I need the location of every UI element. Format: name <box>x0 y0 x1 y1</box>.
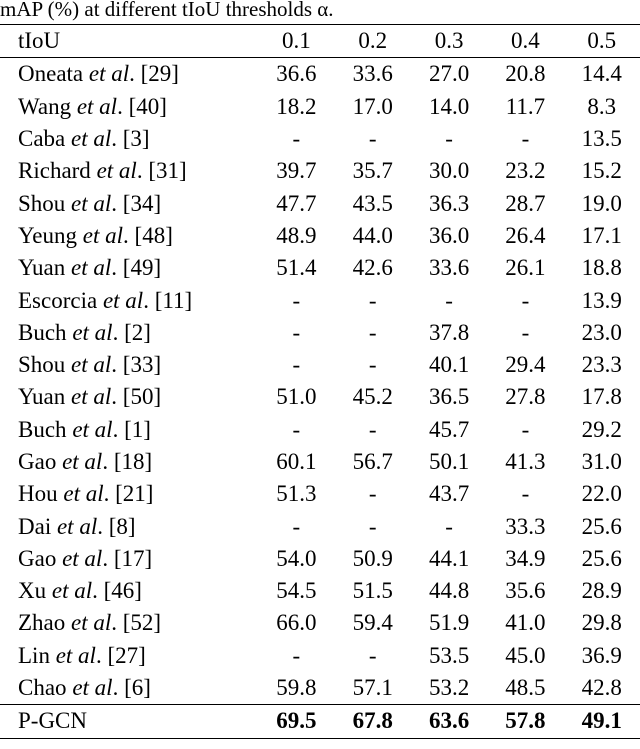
value-cell: - <box>521 126 530 152</box>
value-cell: - <box>445 513 453 539</box>
citation-ref: [8] <box>108 513 136 539</box>
value-cell: 13.9 <box>581 287 622 313</box>
table-row <box>0 414 640 446</box>
method-cell: Oneata et al. [29] <box>18 61 179 87</box>
value-cell: 54.0 <box>276 545 317 571</box>
method-cell: Gao et al. [18] <box>18 449 153 474</box>
value-cell: 26.1 <box>505 255 546 281</box>
header-tiou: tIoU <box>18 28 61 54</box>
value-cell: 22.0 <box>581 481 622 507</box>
method-cell: Buch et al. [2] <box>18 319 151 345</box>
et-al: et al <box>62 449 103 474</box>
table-caption: mAP (%) at different tIoU thresholds α. <box>0 0 334 21</box>
table-row <box>0 672 640 705</box>
et-al: et al <box>96 158 137 184</box>
value-cell: 13.5 <box>581 126 622 152</box>
value-cell: 31.0 <box>581 449 622 474</box>
method-cell: Wang et al. [40] <box>18 93 167 119</box>
table-row <box>0 510 640 542</box>
final-value: 57.8 <box>505 708 546 734</box>
author-name: Lin <box>18 642 50 668</box>
value-cell: 36.5 <box>428 384 470 410</box>
method-cell: Richard et al. [31] <box>18 158 187 184</box>
value-cell: 29.8 <box>581 610 622 636</box>
value-cell: 11.7 <box>505 93 546 119</box>
citation-ref: [29] <box>140 61 179 87</box>
table-row <box>0 640 640 672</box>
value-cell: 44.0 <box>352 222 393 248</box>
value-cell: 17.1 <box>581 222 622 248</box>
value-cell: 18.2 <box>276 93 317 119</box>
table-row <box>0 187 640 219</box>
value-cell: - <box>521 416 530 442</box>
value-cell: 34.9 <box>505 545 546 571</box>
et-al: et al <box>71 384 112 410</box>
value-cell: - <box>445 287 453 313</box>
header-0-5: 0.5 <box>587 28 617 54</box>
value-cell: 14.4 <box>581 61 622 87</box>
citation-ref: [17] <box>113 545 153 571</box>
et-al: et al <box>72 416 113 442</box>
citation-ref: [33] <box>122 352 162 378</box>
table-row <box>0 155 640 187</box>
et-al: et al <box>62 545 103 571</box>
author-name: Xu <box>18 578 47 604</box>
table-row <box>0 575 640 607</box>
author-name: Escorcia <box>18 287 98 313</box>
citation-ref: [3] <box>122 126 150 152</box>
value-cell: 36.6 <box>276 61 317 87</box>
value-cell: - <box>368 642 377 668</box>
value-cell: 51.3 <box>276 481 317 507</box>
author-name: Chao <box>18 675 67 701</box>
et-al: et al <box>76 93 118 119</box>
table-footer <box>0 705 640 738</box>
value-cell: - <box>292 287 301 313</box>
citation-ref: [21] <box>115 481 154 507</box>
value-cell: 37.8 <box>428 319 470 345</box>
author-name: Shou <box>18 190 66 216</box>
table-row <box>0 446 640 478</box>
et-al: et al <box>72 675 113 701</box>
value-cell: 45.7 <box>428 416 470 442</box>
citation-ref: [46] <box>103 578 142 604</box>
value-cell: - <box>521 287 530 313</box>
value-cell: 47.7 <box>276 190 317 216</box>
value-cell: 60.1 <box>276 449 317 474</box>
value-cell: 66.0 <box>276 610 317 636</box>
et-al: et al <box>56 513 98 539</box>
value-cell: 48.5 <box>505 675 546 701</box>
value-cell: 44.8 <box>428 578 470 604</box>
method-cell: Shou et al. [34] <box>18 190 162 216</box>
value-cell: 43.5 <box>352 190 393 216</box>
et-al: et al <box>55 642 96 668</box>
table-row <box>0 91 640 123</box>
value-cell: - <box>445 126 453 152</box>
value-cell: 27.8 <box>505 384 546 410</box>
value-cell: 39.7 <box>276 158 317 184</box>
citation-ref: [27] <box>107 642 146 668</box>
final-row <box>0 705 640 738</box>
value-cell: 8.3 <box>587 93 617 119</box>
method-cell: Lin et al. [27] <box>18 642 146 668</box>
citation-ref: [34] <box>122 190 162 216</box>
final-value: 69.5 <box>276 708 317 734</box>
method-cell: Zhao et al. [52] <box>18 610 162 636</box>
value-cell: - <box>368 319 377 345</box>
citation-ref: [52] <box>122 610 162 636</box>
citation-ref: [48] <box>134 222 173 248</box>
author-name: Gao <box>18 449 57 474</box>
method-cell: Gao et al. [17] <box>18 545 153 571</box>
table-row <box>0 381 640 413</box>
author-name: Hou <box>18 481 58 507</box>
method-cell: Yuan et al. [50] <box>18 384 162 410</box>
value-cell: 40.1 <box>428 352 470 378</box>
value-cell: 57.1 <box>352 675 393 701</box>
author-name: Richard <box>18 158 91 184</box>
citation-ref: [18] <box>113 449 153 474</box>
et-al: et al <box>88 61 130 87</box>
et-al: et al <box>82 222 124 248</box>
header-0-4: 0.4 <box>511 28 540 54</box>
et-al: et al <box>71 255 112 281</box>
header-row <box>0 25 640 58</box>
citation-ref: [31] <box>148 158 187 184</box>
et-al: et al <box>71 352 112 378</box>
table-row <box>0 123 640 155</box>
citation-ref: [40] <box>128 93 167 119</box>
value-cell: - <box>521 481 530 507</box>
value-cell: - <box>292 416 301 442</box>
value-cell: - <box>292 319 301 345</box>
value-cell: - <box>292 642 301 668</box>
table-row <box>0 252 640 284</box>
final-value: 49.1 <box>581 708 622 734</box>
value-cell: 54.5 <box>276 578 317 604</box>
value-cell: 41.3 <box>505 449 546 474</box>
value-cell: 23.0 <box>581 319 622 345</box>
value-cell: 36.3 <box>428 190 470 216</box>
value-cell: - <box>368 513 377 539</box>
method-cell: Xu et al. [46] <box>18 578 142 604</box>
table-row <box>0 543 640 575</box>
table-row <box>0 349 640 381</box>
citation-ref: [11] <box>154 287 193 313</box>
et-al: et al <box>71 190 112 216</box>
author-name: Zhao <box>18 610 66 636</box>
value-cell: 26.4 <box>505 222 546 248</box>
et-al: et al <box>72 319 113 345</box>
value-cell: 35.6 <box>505 578 546 604</box>
citation-ref: [2] <box>124 319 151 345</box>
value-cell: 30.0 <box>428 158 470 184</box>
header-0-1: 0.1 <box>281 28 311 54</box>
table-header <box>0 25 640 58</box>
et-al: et al <box>71 610 112 636</box>
header-0-2: 0.2 <box>358 28 388 54</box>
citation-ref: [49] <box>122 255 162 281</box>
value-cell: - <box>368 287 377 313</box>
value-cell: 53.2 <box>428 675 470 701</box>
et-al: et al <box>71 126 112 152</box>
table-row <box>0 284 640 316</box>
value-cell: - <box>368 416 377 442</box>
author-name: Yuan <box>18 384 66 410</box>
value-cell: 51.0 <box>276 384 317 410</box>
value-cell: 14.0 <box>428 93 470 119</box>
author-name: Wang <box>18 93 72 119</box>
value-cell: 50.1 <box>428 449 470 474</box>
value-cell: 50.9 <box>352 545 393 571</box>
value-cell: 20.8 <box>505 61 546 87</box>
author-name: Caba <box>18 126 66 152</box>
author-name: Yeung <box>18 222 78 248</box>
final-method: P-GCN <box>18 708 88 734</box>
value-cell: 25.6 <box>581 545 622 571</box>
value-cell: 42.6 <box>352 255 393 281</box>
table-row <box>0 317 640 349</box>
method-cell: Caba et al. [3] <box>18 126 150 152</box>
value-cell: 36.0 <box>428 222 470 248</box>
value-cell: 36.9 <box>581 642 622 668</box>
value-cell: 44.1 <box>428 545 470 571</box>
method-cell: Hou et al. [21] <box>18 481 154 507</box>
method-cell: Chao et al. [6] <box>18 675 151 701</box>
value-cell: 35.7 <box>352 158 393 184</box>
value-cell: 33.6 <box>352 61 393 87</box>
table-row <box>0 607 640 639</box>
method-cell: Buch et al. [1] <box>18 416 151 442</box>
final-value: 63.6 <box>428 708 470 734</box>
table-body <box>0 58 640 705</box>
author-name: Shou <box>18 352 66 378</box>
value-cell: 29.4 <box>505 352 546 378</box>
value-cell: 18.8 <box>581 255 622 281</box>
author-name: Buch <box>18 319 67 345</box>
author-name: Gao <box>18 545 57 571</box>
value-cell: 15.2 <box>581 158 622 184</box>
value-cell: 17.8 <box>581 384 622 410</box>
value-cell: 33.6 <box>428 255 470 281</box>
value-cell: 23.2 <box>505 158 546 184</box>
et-al: et al <box>51 578 93 604</box>
value-cell: - <box>292 513 301 539</box>
table-row <box>0 220 640 252</box>
et-al: et al <box>63 481 104 507</box>
value-cell: 41.0 <box>505 610 546 636</box>
value-cell: 51.4 <box>276 255 317 281</box>
value-cell: 28.9 <box>581 578 622 604</box>
value-cell: 27.0 <box>428 61 470 87</box>
value-cell: 51.5 <box>352 578 393 604</box>
author-name: Oneata <box>18 61 84 87</box>
method-cell: Shou et al. [33] <box>18 352 162 378</box>
value-cell: 17.0 <box>352 93 393 119</box>
value-cell: 56.7 <box>352 449 393 474</box>
value-cell: 53.5 <box>428 642 470 668</box>
value-cell: - <box>368 352 377 378</box>
value-cell: 45.2 <box>352 384 393 410</box>
author-name: Buch <box>18 416 67 442</box>
final-value: 67.8 <box>352 708 393 734</box>
value-cell: 59.8 <box>276 675 317 701</box>
author-name: Yuan <box>18 255 66 281</box>
value-cell: - <box>292 352 301 378</box>
value-cell: 48.9 <box>276 222 317 248</box>
value-cell: 43.7 <box>428 481 470 507</box>
value-cell: 25.6 <box>581 513 622 539</box>
value-cell: 29.2 <box>581 416 622 442</box>
value-cell: 59.4 <box>352 610 393 636</box>
value-cell: - <box>368 126 377 152</box>
value-cell: - <box>521 319 530 345</box>
value-cell: 23.3 <box>581 352 622 378</box>
results-table <box>0 24 640 739</box>
method-cell: Yeung et al. [48] <box>18 222 173 248</box>
citation-ref: [1] <box>124 416 151 442</box>
header-0-3: 0.3 <box>434 28 464 54</box>
method-cell: Dai et al. [8] <box>18 513 136 539</box>
value-cell: 51.9 <box>428 610 470 636</box>
value-cell: - <box>368 481 377 507</box>
value-cell: - <box>292 126 301 152</box>
value-cell: 33.3 <box>505 513 546 539</box>
method-cell: Yuan et al. [49] <box>18 255 162 281</box>
value-cell: 45.0 <box>505 642 546 668</box>
et-al: et al <box>102 287 144 313</box>
table-row <box>0 58 640 91</box>
citation-ref: [50] <box>122 384 162 410</box>
table-row <box>0 478 640 510</box>
value-cell: 42.8 <box>581 675 622 701</box>
author-name: Dai <box>18 513 52 539</box>
value-cell: 28.7 <box>505 190 546 216</box>
value-cell: 19.0 <box>581 190 622 216</box>
citation-ref: [6] <box>124 675 151 701</box>
method-cell: Escorcia et al. [11] <box>18 287 193 313</box>
